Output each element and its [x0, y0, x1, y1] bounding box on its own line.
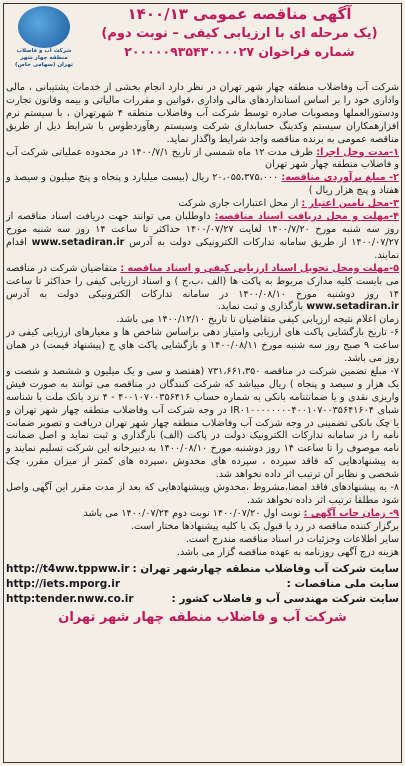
item-5-title: ۵-مهلت ومحل تحویل اسناد ارزیابی کیفی و اسناد مناقصه : [120, 262, 399, 274]
item-5-text: متقاضیان شرکت در مناقصه می بایست کلیه مدارک مربوط به پاکت ها (الف ،ب،ج ) و اسناد ارزیابی کیفی را حداکثر تا ساعت ۱۴ روز دوشنبه مورخ ۱۴۰۰/۰۸/۱۰ در سامانه تدارکات الکترونیکی دولت به آدرس [6, 262, 399, 300]
site-2-link[interactable]: http://iets.mporg.ir [6, 577, 121, 590]
item-4-text: داوطلبان می توانند جهت دریافت اسناد مناقصه از روز سه شنبه مورخ ۱۴۰۰/۷/۲۰ لغایت ۱۴۰۰/۰۷/۲۷ حداکثر تا ساعت ۱۴ روز سه شنبه مورخ ۱۴۰۰/۰۷/۲۷ از طریق سامانه تدارکات الکترونیکی دولت به آدرس [6, 211, 400, 248]
rights-clause: برگزار کننده مناقصه در رد یا قبول یک یا کلیه پیشنهادها مختار است. [130, 520, 399, 532]
item-5-url[interactable]: www.setadiran.ir [306, 301, 399, 313]
item-9-title: ۹- زمان چاپ آگهی : [303, 507, 399, 519]
item-6: ۶- تاریخ بازگشایی پاکت های ارزیابی وامتیاز دهی براساس شاخص ها و معیارهای ارزیابی کیفی در ساعت ۹ صبح روز سه شنبه مورخ ۱۴۰۰/۰۸/۱۱ و بازگشایی پاکت های ج (پیشنهاد قیمت) در همان روز می باشد. [6, 327, 399, 365]
item-4-title: ۴-مهلت و محل دریافت اسناد مناقصه: [214, 211, 399, 223]
info-clause: سایر اطلاعات وجزئیات در اسناد مناقصه مندرج است. [185, 533, 399, 545]
notice-header [6, 4, 399, 82]
intro-paragraph: شرکت آب وفاضلاب منطقه چهار شهر تهران در نظر دارد انجام بخشی از خدمات پشتیبانی ، مالی واداری خود را بر اساس استانداردهای مالی واداری ،قوانین و مقررات مالیاتی و بیمه وقانون تجارت ودستورالعملها ومصوبات صادره توسط شرکت آب وفاضلاب منطقه ۴ شهرتهران ، با سیستم نرم افزارهمکاران سیستم وکدینگ حسابداری شرکت وسیستم رهآوردطوس با شرایط ذیل از طریق مناقصه عمومی به برنده مناقصه واجد شرایط واگذار نماید. [6, 82, 399, 145]
item-2-text: ۲۰،۰۵۵،۳۷۵،۰۰۰ ریال (بیست میلیارد و پنجاه و پنج میلیون و سیصد و هفتاد و پنج هزار ریال ) [6, 172, 399, 197]
item-1-text: ظرف مدت ۱۲ ماه شمسی از تاریخ ۱۴۰۰/۷/۱ در محدوده عملیاتی شرکت آب و فاضلاب منطقه چهار شهر تهران [6, 146, 399, 171]
company-name: شرکت آب و فاضلاب منطقه چهار شهر تهران [58, 609, 347, 625]
item-3-title: ۳-محل تامین اعتبار : [301, 198, 399, 210]
item-5-tail: بارگذاری و ثبت نماید. [217, 301, 304, 313]
page-border [3, 3, 402, 763]
item-2-title: ۲- مبلغ برآوردی مناقصه: [281, 172, 399, 184]
site-1-label: سایت شرکت آب وفاضلاب منطقه چهارشهر تهران : [132, 562, 399, 575]
item-9-text: نوبت اول ۱۴۰۰/۰۷/۲۰ نوبت دوم ۱۴۰۰/۰۷/۲۴ می باشد [83, 507, 301, 519]
notice-subtitle: (یک مرحله ای با ارزیابی کیفی – نوبت دوم) [101, 26, 378, 41]
logo-drop-icon [18, 6, 70, 48]
site-2-label: سایت ملی مناقصات : [286, 577, 399, 590]
site-3-link[interactable]: http:tender.nww.co.ir [6, 592, 134, 605]
item-1-title: ۱-مدت وحل اجرا: [316, 146, 399, 158]
water-drop-logo-icon [12, 6, 76, 78]
logo-text: شرکت آب و فاضلاب منطقه چهار شهر تهران (سهامی خاص) [14, 48, 74, 68]
item-3-text: از محل اعتبارات جاری شرکت [178, 198, 299, 210]
item-4-tail: اقدام نمایند. [6, 236, 399, 261]
site-1-link[interactable]: http://t4ww.tppww.ir [6, 562, 130, 575]
item-8: ۸- به پیشنهادهای فاقد امضا،مشروط ،مخدوش وپیشنهادهایی که بعد از مدت مقرر این آگهی واصل شود مطلقا ترتیب اثر داده نخواهد شد. [6, 482, 399, 506]
item-4-url[interactable]: www.setadiran.ir [31, 236, 125, 248]
cost-clause: هزینه درج آگهی روزنامه به عهده مناقصه گزار می باشد. [176, 546, 399, 558]
site-3-label: سایت شرکت مهندسی آب و فاضلاب کشور : [171, 592, 399, 605]
notice-title: آگهی مناقصه عمومی ۱۴۰۰/۱۳ [127, 5, 352, 23]
call-number: شماره فراخوان ۲۰۰۰۰۰۹۳۵۴۳۰۰۰۰۲۷ [124, 44, 355, 59]
item-7: ۷- مبلغ تضمین شرکت در مناقصه ۷۳۱،۶۶۱،۳۵۰ (هفتصد و سی و یک میلیون و ششصد و شصت و یک هزار و سیصد و پنجاه ) ریال میباشد که شرکت کنندگان در مناقصه می توانند به صورت فیش واریزی نقدی و یا ضمانتنامه بانکی به شماره حساب ۴۰۰۱۰۷۰۰۳۵۶۴۱۶ - ۴ نزد بانک ملت با شناسه شبای IR۰۱۰۰۰۰۰۰۰۰۴۰۰۱۰۷۰۰۳۵۶۴۱۶۰۴ در وجه شرکت آب وفاضلاب منطقه چهار شهر تهران و یا چک بانکی تضمینی در وجه شرکت آب وفاضلاب منطقه چهار شهر تهران دریافت و تصویر ضمانت نامه را در سامانه تدارکات الکترونیک دولت در پاکت (الف) بارگذاری و ثبت نماید و اصل ضمانت نامه موصوف را تا ساعت ۱۴ روز دوشنبه مورخ ۱۴۰۰/۰۸/۱۰ به دبیرخانه این شرکت تسلیم نمایند و به پیشنهادهایی که فاقد سپرده ، سپرده های مخدوش ،سپرده های کمتر از میزان مقرر، چک شخصی و نظایر آن ترتیب اثر داده نخواهد شد. [6, 365, 400, 481]
evaluation-note: زمان اعلام نتیجه ارزیابی کیفی متقاضیان تا تاریخ ۱۴۰۰/۱۲/۱۰ می باشد. [116, 314, 399, 326]
